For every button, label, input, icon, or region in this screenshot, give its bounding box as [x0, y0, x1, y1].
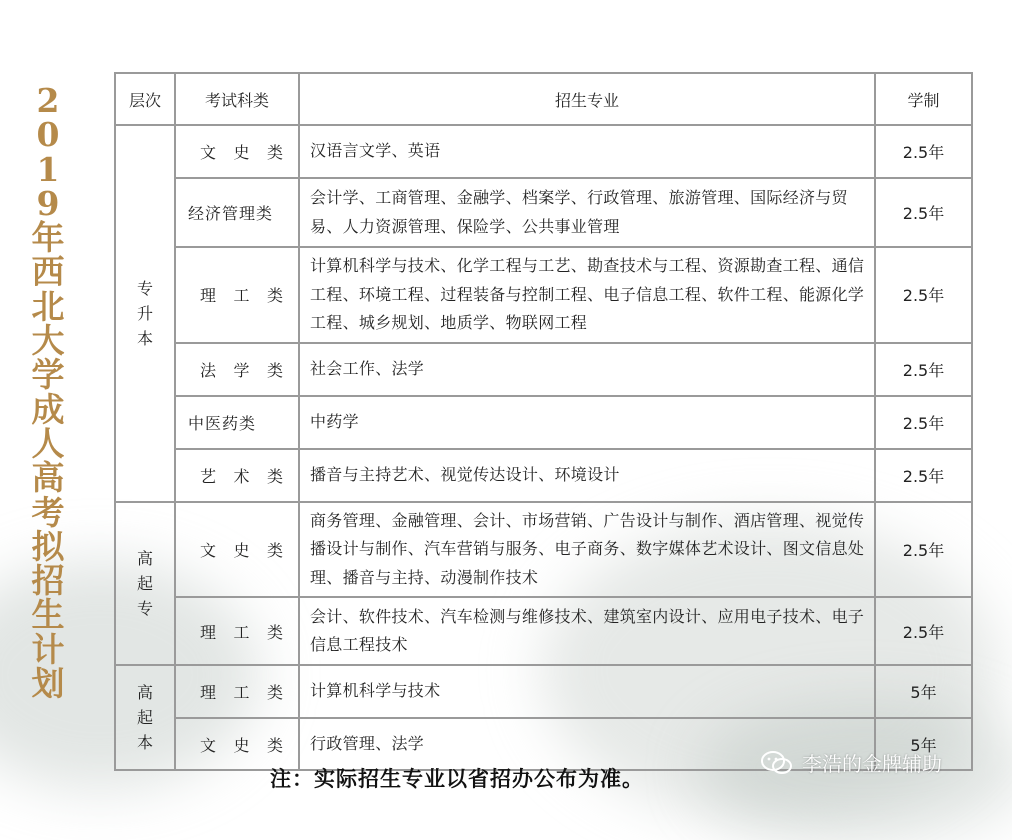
category-cell: 法 学 类	[175, 343, 299, 396]
duration-cell: 2.5年	[875, 597, 972, 665]
duration-cell: 2.5年	[875, 247, 972, 343]
category-cell: 理 工 类	[175, 247, 299, 343]
table-row	[115, 597, 972, 665]
duration-cell: 2.5年	[875, 178, 972, 247]
header-level: 层次	[115, 73, 175, 125]
watermark-text: 李浩的金牌辅助	[802, 752, 942, 776]
majors-cell: 会计、软件技术、汽车检测与维修技术、建筑室内设计、应用电子技术、电子信息工程技术	[299, 597, 875, 665]
footnote: 注：实际招生专业以省招办公布为准。	[270, 766, 644, 791]
table-row	[115, 396, 972, 449]
category-cell: 理 工 类	[175, 597, 299, 665]
level-label: 高 起 专	[136, 548, 153, 618]
category-cell: 文 史 类	[175, 125, 299, 178]
enrollment-plan-table	[114, 72, 973, 771]
header-category: 考试科类	[175, 73, 299, 125]
majors-cell: 计算机科学与技术、化学工程与工艺、勘查技术与工程、资源勘查工程、通信工程、环境工程、过程装备与控制工程、电子信息工程、软件工程、能源化学工程、城乡规划、地质学、物联网工程	[299, 247, 875, 343]
wechat-icon	[760, 750, 794, 776]
duration-cell: 2.5年	[875, 396, 972, 449]
majors-cell: 中药学	[299, 396, 875, 449]
majors-cell: 行政管理、法学	[299, 718, 875, 770]
table-row	[115, 247, 972, 343]
category-cell: 艺 术 类	[175, 449, 299, 502]
table-row	[115, 178, 972, 247]
majors-cell: 会计学、工商管理、金融学、档案学、行政管理、旅游管理、国际经济与贸易、人力资源管理、保险学、公共事业管理	[299, 178, 875, 247]
vertical-page-title: 2019年西北大学成人高考拟招生计划	[31, 81, 65, 704]
table-row	[115, 502, 972, 598]
duration-cell: 2.5年	[875, 125, 972, 178]
duration-cell: 5年	[875, 718, 972, 770]
majors-cell: 播音与主持艺术、视觉传达设计、环境设计	[299, 449, 875, 502]
table-row	[115, 343, 972, 396]
category-cell: 中医药类	[175, 396, 299, 449]
majors-cell: 社会工作、法学	[299, 343, 875, 396]
level-label: 专 升 本	[136, 278, 153, 348]
majors-cell: 商务管理、金融管理、会计、市场营销、广告设计与制作、酒店管理、视觉传播设计与制作、汽车营销与服务、电子商务、数字媒体艺术设计、图文信息处理、播音与主持、动漫制作技术	[299, 502, 875, 598]
level-cell	[115, 502, 175, 666]
table-row	[115, 125, 972, 178]
table-row	[115, 665, 972, 718]
duration-cell: 5年	[875, 665, 972, 718]
level-label: 高 起 本	[136, 683, 153, 752]
level-cell	[115, 665, 175, 770]
table-header-row	[115, 73, 972, 125]
category-cell: 文 史 类	[175, 502, 299, 598]
watermark	[760, 748, 942, 777]
category-cell: 经济管理类	[175, 178, 299, 247]
duration-cell: 2.5年	[875, 449, 972, 502]
category-cell: 文 史 类	[175, 718, 299, 770]
duration-cell: 2.5年	[875, 343, 972, 396]
duration-cell: 2.5年	[875, 502, 972, 598]
majors-cell: 汉语言文学、英语	[299, 125, 875, 178]
header-duration: 学制	[875, 73, 972, 125]
header-majors: 招生专业	[299, 73, 875, 125]
table-row	[115, 449, 972, 502]
level-cell	[115, 125, 175, 502]
category-cell: 理 工 类	[175, 665, 299, 718]
majors-cell: 计算机科学与技术	[299, 665, 875, 718]
